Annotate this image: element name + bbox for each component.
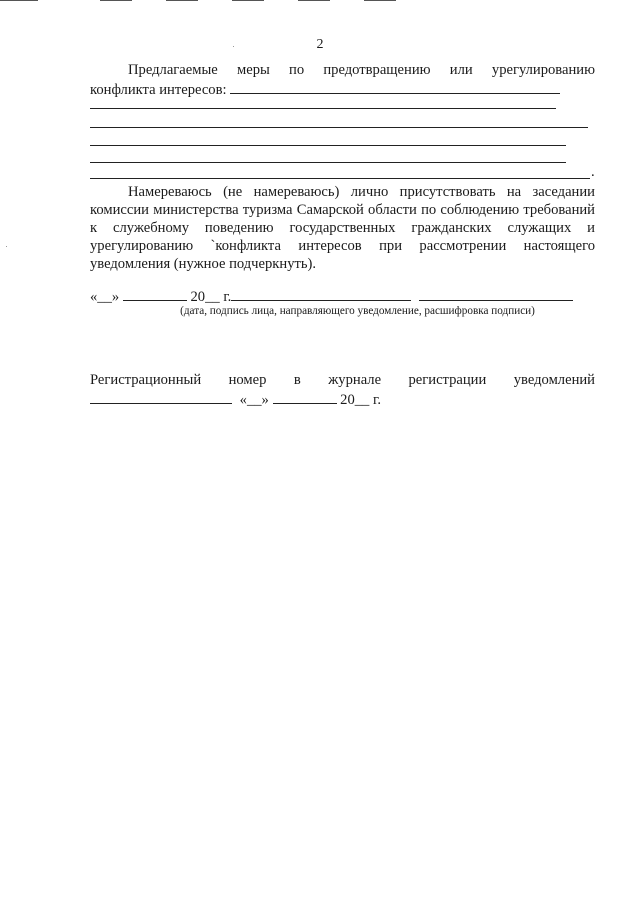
measures-blank-line[interactable] — [90, 127, 588, 128]
measures-fill-line[interactable] — [230, 79, 560, 94]
signature-date-month-field[interactable] — [123, 286, 187, 301]
measures-line-2 — [90, 79, 560, 99]
registration-line-1 — [90, 371, 595, 389]
signature-date-year: 20__ г. — [190, 289, 232, 305]
registration-date-year: 20__ г. — [340, 392, 381, 408]
measures-blank-line[interactable] — [90, 145, 566, 146]
measures-blank-line[interactable] — [90, 108, 556, 109]
intent-paragraph: Намереваюсь (не намереваюсь) лично присутствовать на заседании комиссии министерства туризма Самарской области по соблюдению требований к служебному поведению государственных гражданских служащих и урегулированию `конфликта интересов при рассмотрении настоящего уведомления (нужное подчеркнуть). — [90, 184, 595, 272]
scan-edge-mark — [0, 0, 38, 2]
measures-line-1 — [90, 61, 595, 79]
measures-end-period: . — [591, 164, 595, 180]
scan-edge-mark — [166, 0, 198, 2]
signature-name-field[interactable] — [419, 286, 573, 301]
measures-line-1-text: Предлагаемые меры по предотвращению или урегулированию — [128, 62, 595, 78]
registration-date-month-field[interactable] — [273, 389, 337, 404]
registration-line-1-text: Регистрационный номер в журнале регистрации уведомлений — [90, 372, 595, 388]
measures-blank-line[interactable] — [90, 162, 566, 163]
registration-number-field[interactable] — [90, 389, 232, 404]
signature-date-day: «__» — [90, 289, 120, 305]
registration-date-day: «__» — [239, 392, 269, 408]
scan-edge-mark — [298, 0, 330, 2]
page-number: 2 — [316, 37, 324, 52]
signature-caption: (дата, подпись лица, направляющего уведомление, расшифровка подписи) — [180, 305, 535, 317]
signature-row — [90, 286, 573, 306]
scan-edge-mark — [100, 0, 132, 2]
measures-blank-line[interactable] — [90, 178, 590, 179]
scan-edge-mark — [364, 0, 396, 2]
scan-speck — [6, 246, 7, 247]
measures-line-2-text: конфликта интересов: — [90, 82, 227, 98]
signature-sign-field[interactable] — [231, 286, 411, 301]
scan-edge-mark — [232, 0, 264, 2]
registration-row — [90, 389, 381, 409]
